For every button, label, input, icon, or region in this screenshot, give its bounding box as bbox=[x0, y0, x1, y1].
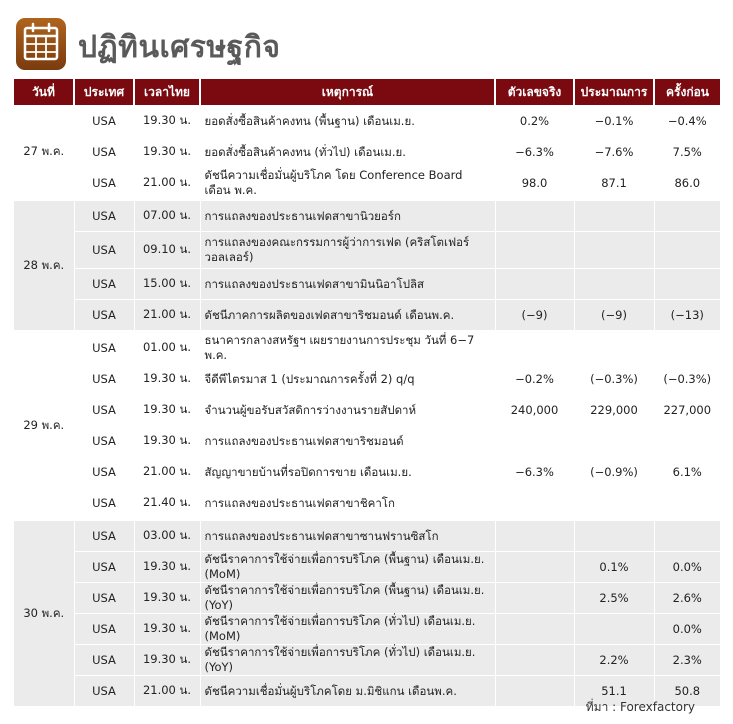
column-header-country: ประเทศ bbox=[74, 79, 134, 106]
economic-calendar-table bbox=[14, 79, 720, 706]
event-cell: จีดีพีไตรมาส 1 (ประมาณการครั้งที่ 2) q/q bbox=[200, 364, 495, 395]
calendar-icon bbox=[16, 18, 66, 70]
time-cell: 21.40 น. bbox=[134, 488, 200, 519]
forecast-cell: 51.1 bbox=[574, 676, 654, 707]
actual-cell bbox=[495, 426, 574, 457]
event-cell: การแถลงของประธานเฟดสาขานิวยอร์ก bbox=[200, 201, 495, 232]
previous-cell: 0.0% bbox=[654, 552, 720, 583]
table-row bbox=[14, 521, 720, 552]
forecast-cell bbox=[574, 426, 654, 457]
previous-cell bbox=[654, 269, 720, 300]
forecast-cell bbox=[574, 201, 654, 232]
country-cell: USA bbox=[74, 168, 134, 199]
event-cell: ดัชนีราคาการใช้จ่ายเพื่อการบริโภค (พื้นฐาน) เดือนเม.ย. (MoM) bbox=[200, 552, 495, 583]
event-cell: ดัชนีความเชื่อมั่นผู้บริโภคโดย ม.มิชิแกน เดือนพ.ค. bbox=[200, 676, 495, 707]
previous-cell: 7.5% bbox=[654, 137, 720, 168]
forecast-cell: 2.5% bbox=[574, 583, 654, 614]
time-cell: 19.30 น. bbox=[134, 395, 200, 426]
event-cell: การแถลงของประธานเฟดสาขามินนิอาโปลิส bbox=[200, 269, 495, 300]
date-cell: 28 พ.ค. bbox=[14, 201, 74, 331]
table-row bbox=[14, 645, 720, 676]
country-cell: USA bbox=[74, 364, 134, 395]
country-cell: USA bbox=[74, 583, 134, 614]
actual-cell: −0.2% bbox=[495, 364, 574, 395]
time-cell: 19.30 น. bbox=[134, 614, 200, 645]
event-cell: จำนวนผู้ขอรับสวัสดิการว่างงานรายสัปดาห์ bbox=[200, 395, 495, 426]
actual-cell: −6.3% bbox=[495, 457, 574, 488]
country-cell: USA bbox=[74, 676, 134, 707]
column-header-event: เหตุการณ์ bbox=[200, 79, 495, 106]
country-cell: USA bbox=[74, 232, 134, 269]
country-cell: USA bbox=[74, 614, 134, 645]
forecast-cell bbox=[574, 614, 654, 645]
table-row bbox=[14, 168, 720, 199]
actual-cell bbox=[495, 521, 574, 552]
column-header-previous: ครั้งก่อน bbox=[654, 79, 720, 106]
event-cell: ดัชนีราคาการใช้จ่ายเพื่อการบริโภค (ทั่วไป) เดือนเม.ย. (YoY) bbox=[200, 645, 495, 676]
previous-cell: 2.6% bbox=[654, 583, 720, 614]
previous-cell: 50.8 bbox=[654, 676, 720, 707]
event-cell: การแถลงของประธานเฟดสาขาซานฟรานซิสโก bbox=[200, 521, 495, 552]
previous-cell: 6.1% bbox=[654, 457, 720, 488]
time-cell: 19.30 น. bbox=[134, 645, 200, 676]
actual-cell bbox=[495, 269, 574, 300]
actual-cell bbox=[495, 201, 574, 232]
table-row bbox=[14, 137, 720, 168]
table-row bbox=[14, 201, 720, 232]
actual-cell bbox=[495, 676, 574, 707]
previous-cell bbox=[654, 232, 720, 269]
previous-cell: 86.0 bbox=[654, 168, 720, 199]
table-row bbox=[14, 488, 720, 519]
time-cell: 15.00 น. bbox=[134, 269, 200, 300]
table-row bbox=[14, 269, 720, 300]
table-row bbox=[14, 614, 720, 645]
actual-cell: (−9) bbox=[495, 300, 574, 331]
previous-cell: 0.0% bbox=[654, 614, 720, 645]
column-header-time: เวลาไทย bbox=[134, 79, 200, 106]
event-cell: ธนาคารกลางสหรัฐฯ เผยรายงานการประชุม วันที่ 6−7 พ.ค. bbox=[200, 333, 495, 364]
forecast-cell bbox=[574, 488, 654, 519]
previous-cell: (−13) bbox=[654, 300, 720, 331]
actual-cell bbox=[495, 583, 574, 614]
actual-cell: 0.2% bbox=[495, 106, 574, 137]
table-row bbox=[14, 583, 720, 614]
forecast-cell: (−0.3%) bbox=[574, 364, 654, 395]
forecast-cell: 87.1 bbox=[574, 168, 654, 199]
time-cell: 21.00 น. bbox=[134, 168, 200, 199]
table-row bbox=[14, 232, 720, 269]
actual-cell bbox=[495, 614, 574, 645]
country-cell: USA bbox=[74, 645, 134, 676]
actual-cell bbox=[495, 232, 574, 269]
event-cell: ดัชนีภาคการผลิตของเฟดสาขาริชมอนด์ เดือนพ.ค. bbox=[200, 300, 495, 331]
previous-cell bbox=[654, 201, 720, 232]
table-row bbox=[14, 457, 720, 488]
time-cell: 19.30 น. bbox=[134, 583, 200, 614]
forecast-cell: −0.1% bbox=[574, 106, 654, 137]
page-header bbox=[16, 18, 716, 72]
previous-cell bbox=[654, 426, 720, 457]
previous-cell bbox=[654, 333, 720, 364]
forecast-cell bbox=[574, 521, 654, 552]
time-cell: 01.00 น. bbox=[134, 333, 200, 364]
time-cell: 21.00 น. bbox=[134, 457, 200, 488]
time-cell: 03.00 น. bbox=[134, 521, 200, 552]
forecast-cell: (−9) bbox=[574, 300, 654, 331]
previous-cell bbox=[654, 521, 720, 552]
forecast-cell bbox=[574, 232, 654, 269]
table-header-row bbox=[14, 79, 720, 106]
forecast-cell: 229,000 bbox=[574, 395, 654, 426]
previous-cell: −0.4% bbox=[654, 106, 720, 137]
actual-cell: 240,000 bbox=[495, 395, 574, 426]
country-cell: USA bbox=[74, 106, 134, 137]
column-header-forecast: ประมาณการ bbox=[574, 79, 654, 106]
event-cell: ดัชนีราคาการใช้จ่ายเพื่อการบริโภค (พื้นฐาน) เดือนเม.ย. (YoY) bbox=[200, 583, 495, 614]
country-cell: USA bbox=[74, 457, 134, 488]
previous-cell: (−0.3%) bbox=[654, 364, 720, 395]
time-cell: 21.00 น. bbox=[134, 300, 200, 331]
table-row bbox=[14, 395, 720, 426]
event-cell: การแถลงของประธานเฟดสาขาชิคาโก bbox=[200, 488, 495, 519]
actual-cell: 98.0 bbox=[495, 168, 574, 199]
table-row bbox=[14, 333, 720, 364]
country-cell: USA bbox=[74, 201, 134, 232]
country-cell: USA bbox=[74, 300, 134, 331]
event-cell: สัญญาขายบ้านที่รอปิดการขาย เดือนเม.ย. bbox=[200, 457, 495, 488]
forecast-cell bbox=[574, 333, 654, 364]
country-cell: USA bbox=[74, 395, 134, 426]
actual-cell bbox=[495, 645, 574, 676]
event-cell: การแถลงของคณะกรรมการผู้ว่าการเฟด (คริสโตเฟอร์ วอลเลอร์) bbox=[200, 232, 495, 269]
date-cell: 30 พ.ค. bbox=[14, 521, 74, 707]
country-cell: USA bbox=[74, 521, 134, 552]
previous-cell bbox=[654, 488, 720, 519]
country-cell: USA bbox=[74, 488, 134, 519]
time-cell: 19.30 น. bbox=[134, 552, 200, 583]
previous-cell: 2.3% bbox=[654, 645, 720, 676]
time-cell: 19.30 น. bbox=[134, 364, 200, 395]
date-cell: 29 พ.ค. bbox=[14, 333, 74, 519]
event-cell: ยอดสั่งซื้อสินค้าคงทน (ทั่วไป) เดือนเม.ย. bbox=[200, 137, 495, 168]
table-row bbox=[14, 426, 720, 457]
actual-cell bbox=[495, 552, 574, 583]
column-header-date: วันที่ bbox=[14, 79, 74, 106]
page-title: ปฏิทินเศรษฐกิจ bbox=[78, 30, 281, 65]
table-row bbox=[14, 364, 720, 395]
country-cell: USA bbox=[74, 552, 134, 583]
time-cell: 21.00 น. bbox=[134, 676, 200, 707]
forecast-cell: 0.1% bbox=[574, 552, 654, 583]
date-cell: 27 พ.ค. bbox=[14, 106, 74, 199]
forecast-cell: −7.6% bbox=[574, 137, 654, 168]
country-cell: USA bbox=[74, 269, 134, 300]
source-note: ที่มา : Forexfactory bbox=[585, 700, 695, 714]
forecast-cell: (−0.9%) bbox=[574, 457, 654, 488]
column-header-actual: ตัวเลขจริง bbox=[495, 79, 574, 106]
previous-cell: 227,000 bbox=[654, 395, 720, 426]
country-cell: USA bbox=[74, 137, 134, 168]
time-cell: 09.10 น. bbox=[134, 232, 200, 269]
country-cell: USA bbox=[74, 333, 134, 364]
actual-cell bbox=[495, 488, 574, 519]
time-cell: 07.00 น. bbox=[134, 201, 200, 232]
table-row bbox=[14, 552, 720, 583]
actual-cell bbox=[495, 333, 574, 364]
forecast-cell: 2.2% bbox=[574, 645, 654, 676]
country-cell: USA bbox=[74, 426, 134, 457]
time-cell: 19.30 น. bbox=[134, 426, 200, 457]
actual-cell: −6.3% bbox=[495, 137, 574, 168]
event-cell: ยอดสั่งซื้อสินค้าคงทน (พื้นฐาน) เดือนเม.ย. bbox=[200, 106, 495, 137]
forecast-cell bbox=[574, 269, 654, 300]
time-cell: 19.30 น. bbox=[134, 137, 200, 168]
event-cell: ดัชนีความเชื่อมั่นผู้บริโภค โดย Conference Board เดือน พ.ค. bbox=[200, 168, 495, 199]
time-cell: 19.30 น. bbox=[134, 106, 200, 137]
event-cell: ดัชนีราคาการใช้จ่ายเพื่อการบริโภค (ทั่วไป) เดือนเม.ย. (MoM) bbox=[200, 614, 495, 645]
table-row bbox=[14, 106, 720, 137]
event-cell: การแถลงของประธานเฟดสาขาริชมอนด์ bbox=[200, 426, 495, 457]
table-row bbox=[14, 300, 720, 331]
